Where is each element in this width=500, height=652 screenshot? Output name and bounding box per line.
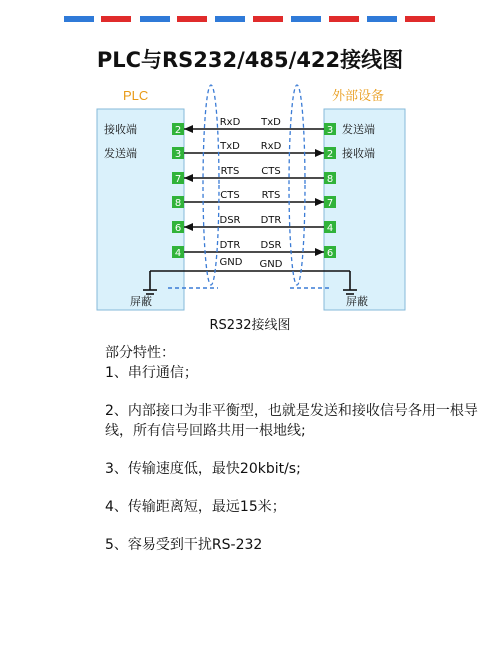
stripe-blue-5 bbox=[367, 16, 397, 22]
top-stripe-bar bbox=[0, 0, 500, 30]
features-section bbox=[105, 343, 485, 555]
wiring-diagram bbox=[0, 80, 500, 335]
row-4-left-pin-number: 8 bbox=[174, 198, 182, 209]
stripe-red-2 bbox=[177, 16, 207, 22]
row-6-signal-left: DTR bbox=[219, 240, 241, 251]
row-1-signal-right: TxD bbox=[261, 117, 281, 128]
row-5-signal-right: DTR bbox=[260, 215, 282, 226]
feature-item-5: 5、容易受到干扰RS-232 bbox=[105, 537, 263, 553]
page-title: PLC与RS232/485/422接线图 bbox=[96, 48, 404, 72]
row-6-left-pin-number: 4 bbox=[174, 248, 182, 259]
plc-title: PLC bbox=[123, 88, 149, 103]
row-5-signal-left: DSR bbox=[219, 215, 241, 226]
plc-box bbox=[97, 109, 184, 310]
row-7-signal-left: GND bbox=[219, 257, 243, 268]
cable-shield-right-ellipse bbox=[289, 85, 305, 285]
external-device-box bbox=[324, 109, 405, 310]
stripe-red-1 bbox=[101, 16, 131, 22]
stripe-blue-3 bbox=[215, 16, 245, 22]
row-5-arrow-left bbox=[184, 223, 193, 231]
row-3-left-pin-number: 7 bbox=[174, 174, 182, 185]
row-4-signal-left: CTS bbox=[220, 190, 240, 201]
row-1-left-label: 接收端 bbox=[104, 123, 137, 136]
row-1-left-pin-number: 2 bbox=[174, 125, 182, 136]
row-4-signal-right: RTS bbox=[261, 190, 281, 201]
row-2-signal-left: TxD bbox=[220, 141, 240, 152]
row-6-signal-right: DSR bbox=[260, 240, 282, 251]
row-3-arrow-left bbox=[184, 174, 193, 182]
row-2-signal-right: RxD bbox=[260, 141, 282, 152]
row-3-signal-right: CTS bbox=[261, 166, 281, 177]
row-6-arrow-right bbox=[315, 248, 324, 256]
row-3-right-pin-number: 8 bbox=[326, 174, 334, 185]
stripe-blue-2 bbox=[140, 16, 170, 22]
row-1-signal-left: RxD bbox=[219, 117, 241, 128]
row-5-right-pin-number: 4 bbox=[326, 223, 334, 234]
stripe-red-3 bbox=[253, 16, 283, 22]
shield-right-label: 屏蔽 bbox=[346, 295, 368, 308]
stripe-red-5 bbox=[405, 16, 435, 22]
shield-left-label: 屏蔽 bbox=[130, 295, 152, 308]
row-1-arrow-left bbox=[184, 125, 193, 133]
diagram-caption: RS232接线图 bbox=[209, 318, 291, 333]
row-2-right-label: 接收端 bbox=[342, 147, 375, 160]
stripe-red-4 bbox=[329, 16, 359, 22]
row-7-signal-right: GND bbox=[259, 259, 283, 270]
cable-shield-left-ellipse bbox=[203, 85, 219, 285]
row-2-left-label: 发送端 bbox=[104, 147, 137, 160]
row-2-left-pin-number: 3 bbox=[174, 149, 182, 160]
row-1-right-label: 发送端 bbox=[342, 123, 375, 136]
row-1-right-pin-number: 3 bbox=[326, 125, 334, 136]
row-2-right-pin-number: 2 bbox=[326, 149, 334, 160]
row-4-arrow-right bbox=[315, 198, 324, 206]
external-device-title: 外部设备 bbox=[332, 89, 385, 104]
row-6-right-pin-number: 6 bbox=[326, 248, 334, 259]
stripe-blue-1 bbox=[64, 16, 94, 22]
features-heading: 部分特性： bbox=[105, 345, 175, 361]
row-4-right-pin-number: 7 bbox=[326, 198, 334, 209]
stripe-blue-4 bbox=[291, 16, 321, 22]
row-3-signal-left: RTS bbox=[220, 166, 240, 177]
feature-item-2: 2、内部接口为非平衡型，也就是发送和接收信号各用一根导线，所有信号回路共用一根地线; bbox=[105, 403, 478, 439]
feature-item-4: 4、传输距离短，最远15米； bbox=[105, 499, 286, 515]
row-2-arrow-right bbox=[315, 149, 324, 157]
row-5-left-pin-number: 6 bbox=[174, 223, 182, 234]
feature-item-3: 3、传输速度低，最快20kbit/s; bbox=[105, 461, 301, 477]
feature-item-1: 1、串行通信； bbox=[105, 365, 198, 381]
